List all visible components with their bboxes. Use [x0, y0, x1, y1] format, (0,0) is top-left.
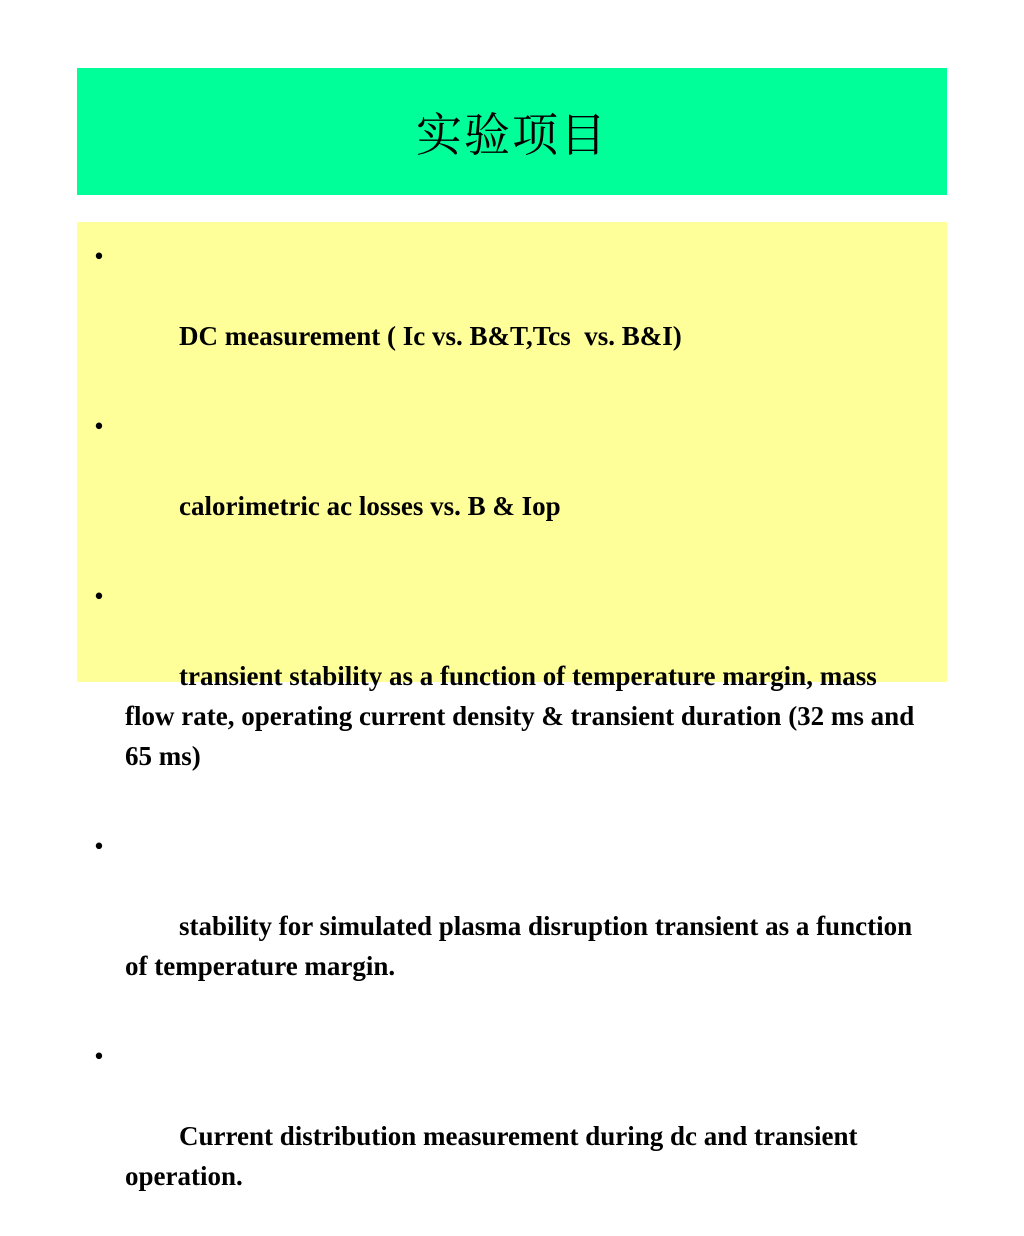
bullet-icon: • — [94, 581, 104, 611]
bullet-text: transient stability as a function of temperature margin, mass flow rate, operating current density & transient duration (32 ms and 65 ms) — [125, 661, 921, 771]
bullet-text: calorimetric ac losses vs. B & Iop — [179, 491, 561, 521]
bullet-icon: • — [94, 411, 104, 441]
bullet-item — [89, 576, 927, 816]
bullet-text: DC measurement ( Ic vs. B&T,Tcs vs. B&I) — [179, 321, 682, 351]
bullet-icon: • — [94, 1041, 104, 1071]
title-banner — [77, 68, 947, 195]
bullet-icon: • — [94, 831, 104, 861]
slide-title: 实验项目 — [416, 107, 608, 162]
bullet-item — [89, 1036, 927, 1236]
bullet-list — [89, 236, 927, 1236]
bullet-text: Current distribution measurement during dc and transient operation. — [125, 1121, 865, 1191]
bullet-item — [89, 236, 927, 396]
bullet-icon: • — [94, 241, 104, 271]
bullet-item — [89, 826, 927, 1026]
bullet-item — [89, 406, 927, 566]
bullet-text: stability for simulated plasma disruption transient as a function of temperature margin. — [125, 911, 919, 981]
content-panel — [77, 222, 947, 1191]
